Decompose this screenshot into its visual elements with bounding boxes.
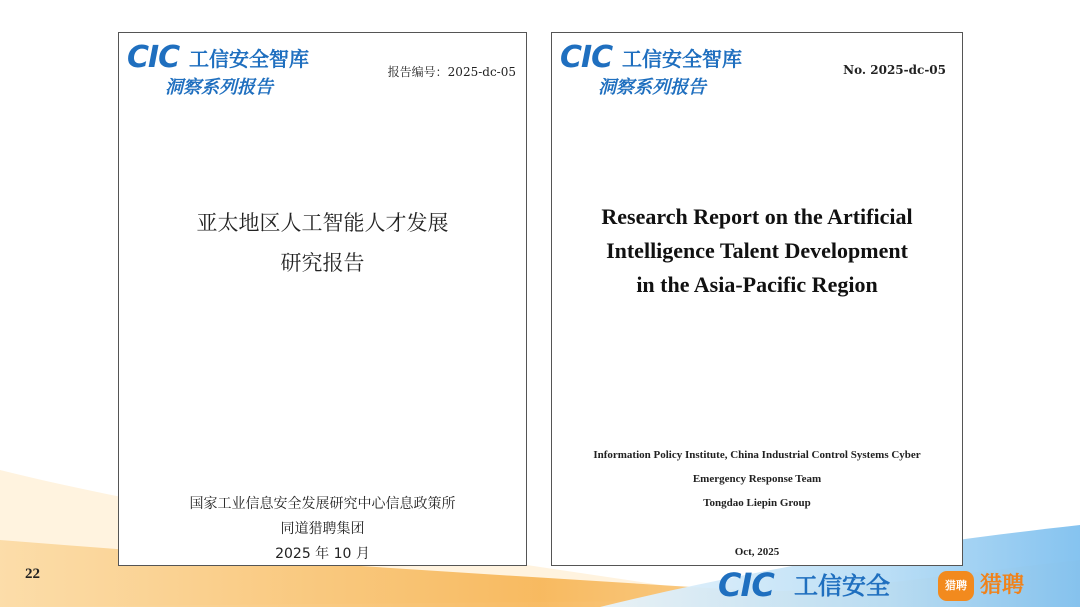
cover-page-english — [551, 32, 963, 566]
cic-think-tank-logo — [127, 39, 327, 101]
publisher-line: Tongdao Liepin Group — [703, 497, 811, 509]
footer-logo-name: 工信安全 — [794, 572, 890, 600]
liepin-logo-name: 猎聘 — [980, 573, 1025, 598]
footer-cic-logo — [718, 566, 918, 604]
cic-logo-mark: CIC — [560, 40, 613, 75]
report-title — [119, 203, 526, 283]
cic-logo-mark: CIC — [718, 566, 774, 604]
logo-name: 工信安全智库 — [622, 47, 742, 71]
report-number: 报告编号：2025-dc-05 — [387, 65, 516, 79]
logo-series-name: 洞察系列报告 — [598, 77, 706, 98]
publish-date: 2025 年 10 月 — [275, 546, 370, 562]
title-line: 研究报告 — [280, 251, 365, 275]
publisher-line: 同道猎聘集团 — [280, 521, 365, 537]
title-line: Intelligence Talent Development — [606, 238, 908, 263]
publisher-line: Emergency Response Team — [692, 473, 822, 485]
report-title — [552, 200, 962, 302]
publisher-line: Information Policy Institute, China Industrial Control Systems Cyber — [593, 449, 921, 461]
publisher-block — [552, 443, 962, 515]
title-line: in the Asia-Pacific Region — [636, 272, 878, 297]
publisher-block — [119, 492, 526, 567]
liepin-logo — [938, 571, 1068, 603]
publisher-line: 国家工业信息安全发展研究中心信息政策所 — [189, 496, 456, 512]
cover-page-chinese — [118, 32, 527, 566]
slide-page-number: 22 — [25, 566, 40, 582]
cic-logo-mark: CIC — [127, 40, 180, 75]
title-line: Research Report on the Artificial — [601, 204, 913, 229]
liepin-badge-icon: 猎聘 — [938, 571, 974, 601]
cic-think-tank-logo — [560, 39, 760, 101]
publish-date: Oct, 2025 — [734, 546, 780, 558]
logo-series-name: 洞察系列报告 — [165, 77, 273, 98]
title-line: 亚太地区人工智能人才发展 — [196, 211, 449, 235]
report-number: No. 2025-dc-05 — [843, 63, 946, 77]
logo-name: 工信安全智库 — [189, 47, 309, 71]
